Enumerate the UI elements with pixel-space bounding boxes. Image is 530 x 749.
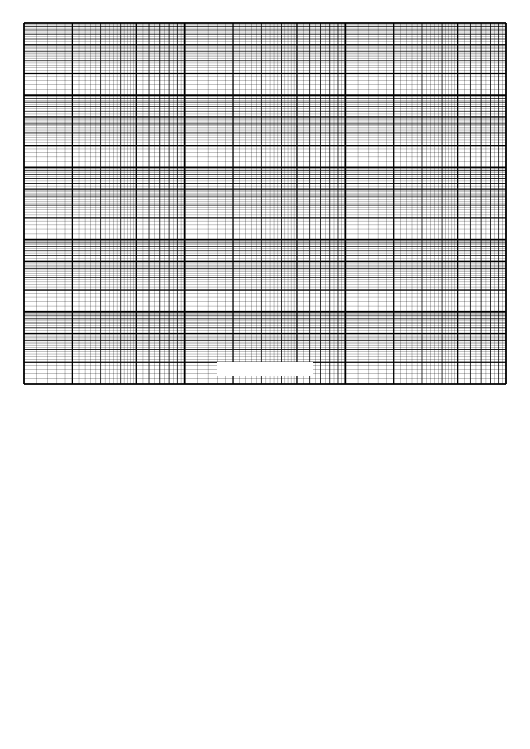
label-box <box>217 362 313 376</box>
